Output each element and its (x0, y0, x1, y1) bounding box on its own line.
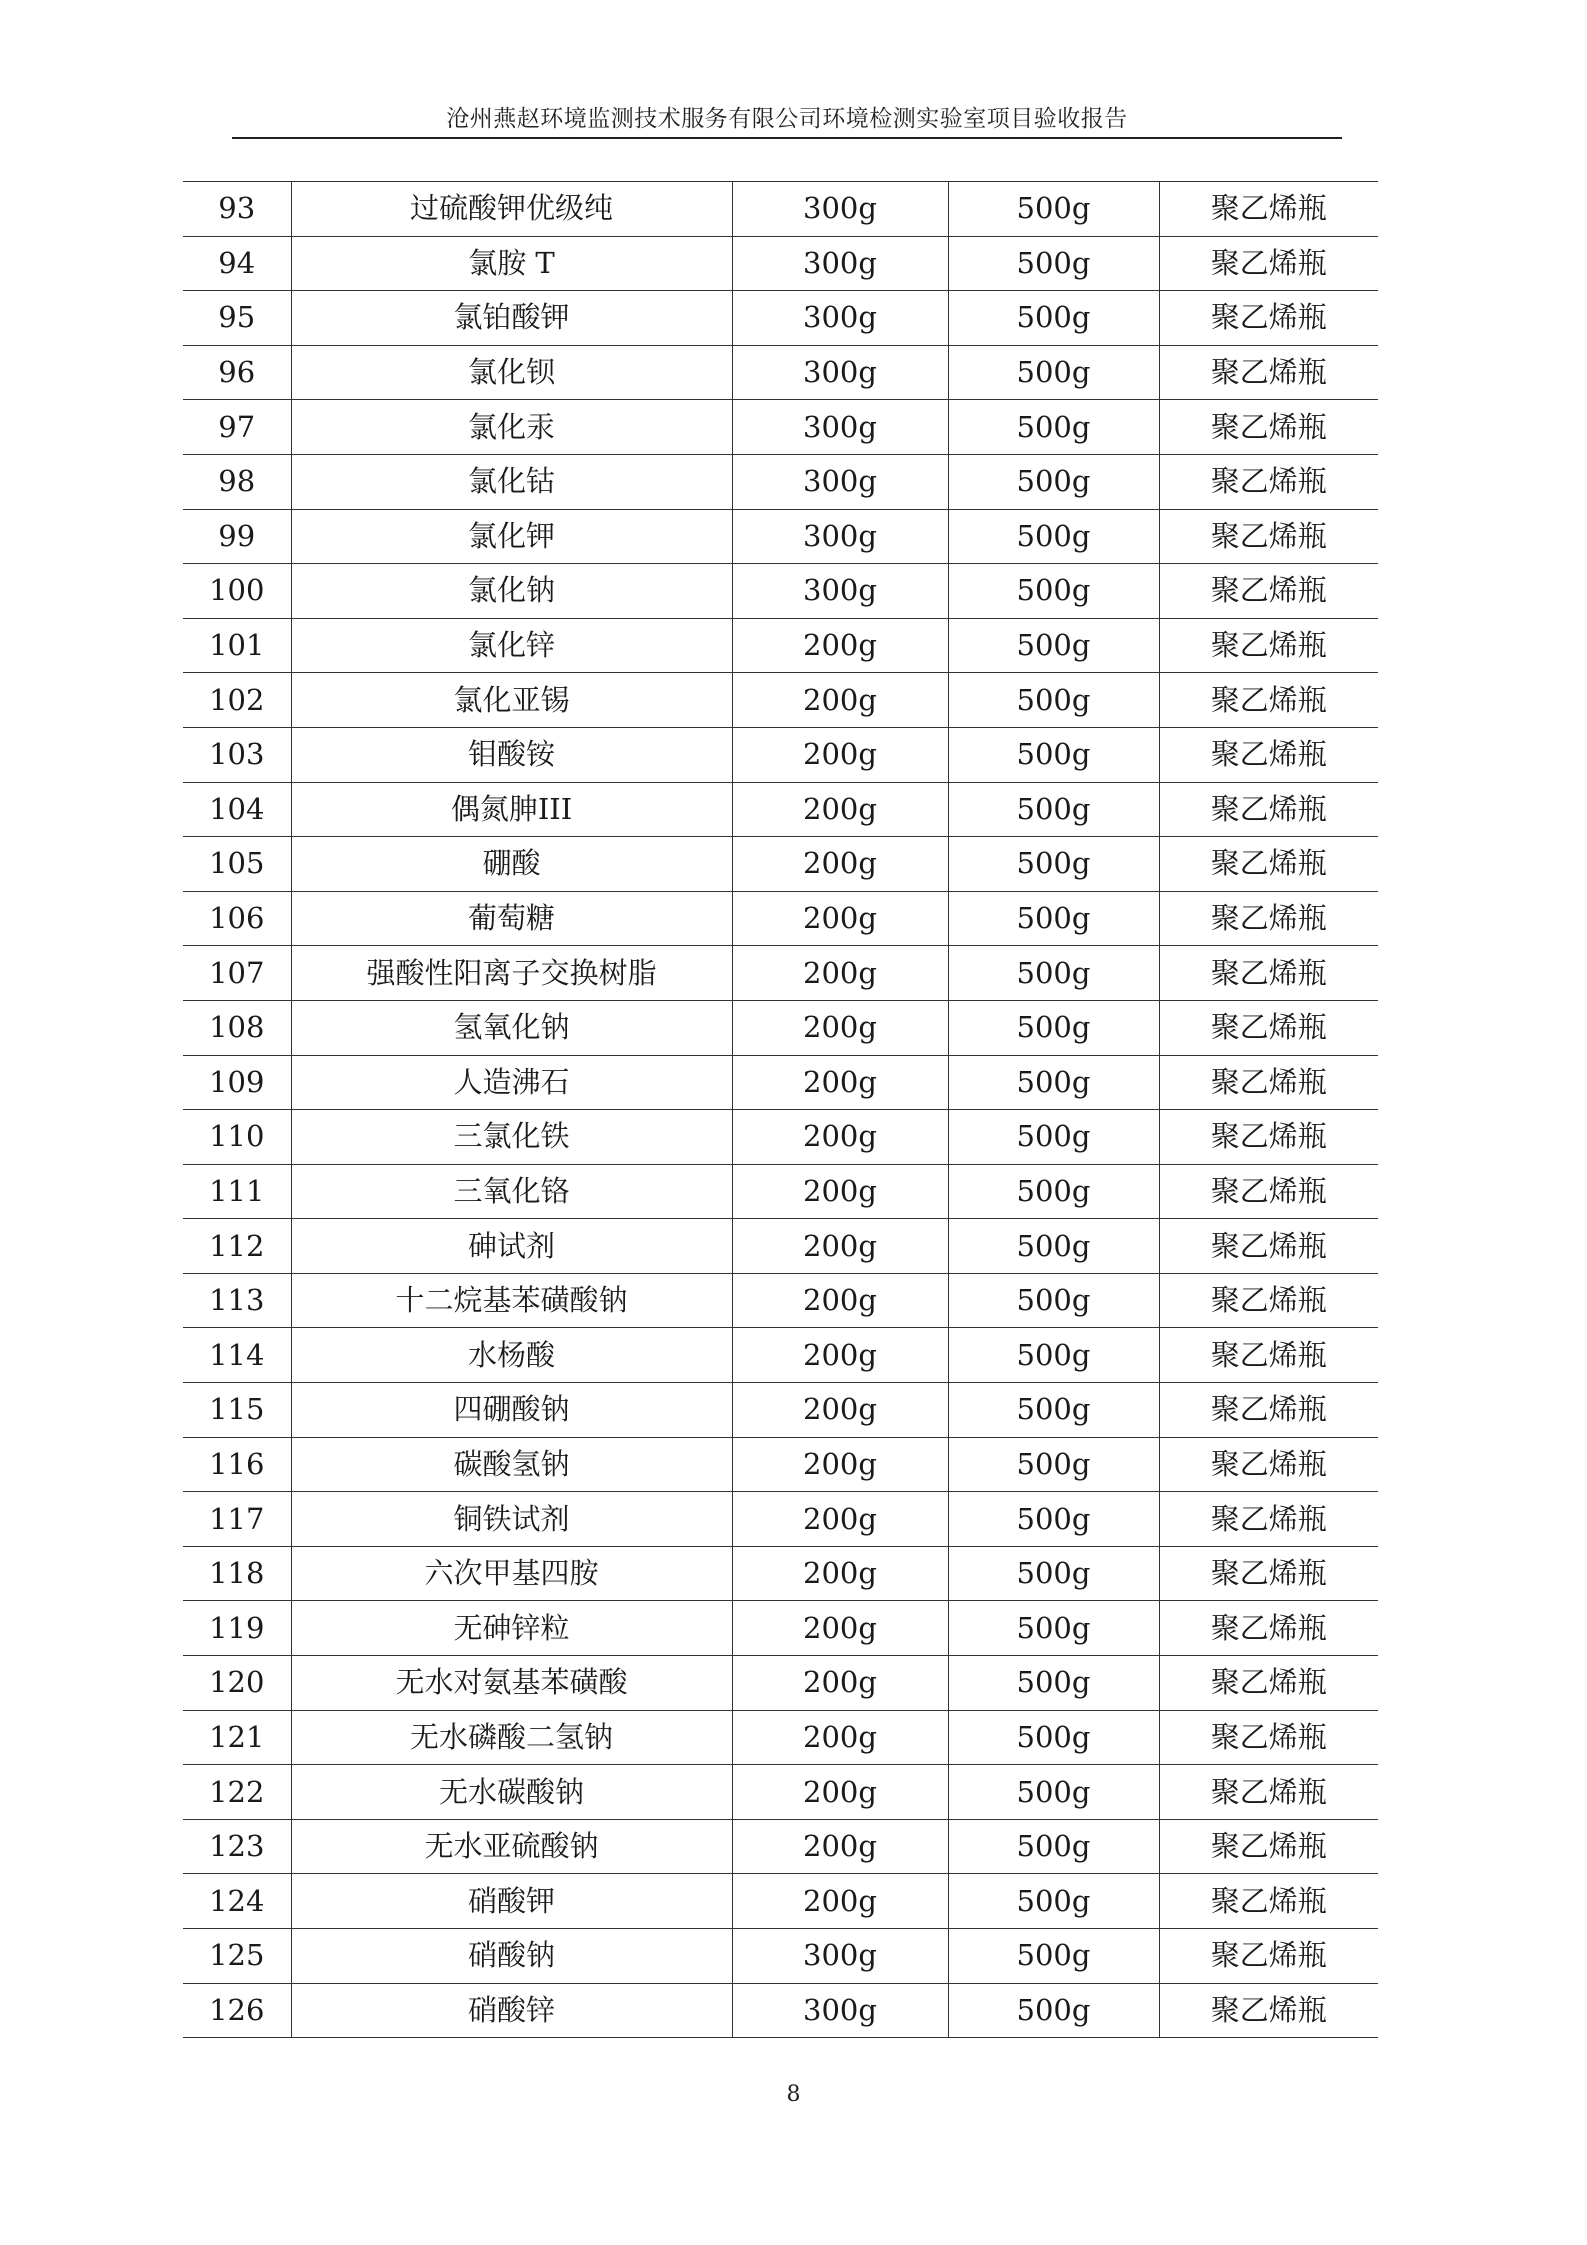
table-row (183, 1328, 1378, 1383)
cell-quantity-b: 500g (948, 1492, 1159, 1547)
cell-quantity-b: 500g (948, 673, 1159, 728)
cell-number: 115 (183, 1383, 291, 1438)
cell-container: 聚乙烯瓶 (1159, 1929, 1378, 1984)
cell-quantity-a: 300g (732, 400, 948, 455)
cell-reagent-name: 硝酸钾 (291, 1874, 732, 1929)
cell-number: 108 (183, 1000, 291, 1055)
cell-container: 聚乙烯瓶 (1159, 1874, 1378, 1929)
table-row (183, 1656, 1378, 1711)
cell-quantity-b: 500g (948, 1546, 1159, 1601)
cell-container: 聚乙烯瓶 (1159, 182, 1378, 237)
cell-quantity-b: 500g (948, 782, 1159, 837)
cell-quantity-a: 300g (732, 291, 948, 346)
cell-quantity-a: 200g (732, 782, 948, 837)
cell-container: 聚乙烯瓶 (1159, 1437, 1378, 1492)
cell-container: 聚乙烯瓶 (1159, 1710, 1378, 1765)
cell-quantity-b: 500g (948, 1219, 1159, 1274)
cell-container: 聚乙烯瓶 (1159, 454, 1378, 509)
cell-number: 122 (183, 1765, 291, 1820)
cell-quantity-a: 200g (732, 618, 948, 673)
cell-number: 98 (183, 454, 291, 509)
reagent-table-body (183, 182, 1378, 2038)
cell-quantity-a: 200g (732, 1110, 948, 1165)
cell-reagent-name: 四硼酸钠 (291, 1383, 732, 1438)
table-row (183, 618, 1378, 673)
cell-container: 聚乙烯瓶 (1159, 618, 1378, 673)
table-row (183, 1819, 1378, 1874)
cell-reagent-name: 三氯化铁 (291, 1110, 732, 1165)
cell-number: 105 (183, 837, 291, 892)
cell-quantity-b: 500g (948, 1929, 1159, 1984)
cell-container: 聚乙烯瓶 (1159, 1328, 1378, 1383)
cell-number: 97 (183, 400, 291, 455)
cell-quantity-a: 300g (732, 182, 948, 237)
cell-number: 95 (183, 291, 291, 346)
cell-quantity-a: 200g (732, 1819, 948, 1874)
table-row (183, 509, 1378, 564)
cell-quantity-b: 500g (948, 182, 1159, 237)
table-row (183, 400, 1378, 455)
table-row (183, 1273, 1378, 1328)
cell-container: 聚乙烯瓶 (1159, 946, 1378, 1001)
cell-quantity-a: 200g (732, 837, 948, 892)
table-row (183, 1601, 1378, 1656)
cell-container: 聚乙烯瓶 (1159, 1983, 1378, 2038)
cell-reagent-name: 无砷锌粒 (291, 1601, 732, 1656)
cell-container: 聚乙烯瓶 (1159, 345, 1378, 400)
table-row (183, 1164, 1378, 1219)
cell-quantity-b: 500g (948, 946, 1159, 1001)
cell-container: 聚乙烯瓶 (1159, 727, 1378, 782)
cell-number: 126 (183, 1983, 291, 2038)
cell-quantity-b: 500g (948, 891, 1159, 946)
cell-reagent-name: 三氧化铬 (291, 1164, 732, 1219)
cell-quantity-b: 500g (948, 1000, 1159, 1055)
cell-quantity-b: 500g (948, 1110, 1159, 1165)
table-row (183, 727, 1378, 782)
cell-container: 聚乙烯瓶 (1159, 291, 1378, 346)
cell-quantity-a: 200g (732, 946, 948, 1001)
cell-quantity-b: 500g (948, 400, 1159, 455)
cell-quantity-b: 500g (948, 1874, 1159, 1929)
table-row (183, 1546, 1378, 1601)
cell-reagent-name: 氯化钡 (291, 345, 732, 400)
cell-container: 聚乙烯瓶 (1159, 1765, 1378, 1820)
cell-reagent-name: 无水磷酸二氢钠 (291, 1710, 732, 1765)
cell-quantity-a: 200g (732, 891, 948, 946)
cell-number: 93 (183, 182, 291, 237)
cell-container: 聚乙烯瓶 (1159, 782, 1378, 837)
cell-quantity-a: 200g (732, 1765, 948, 1820)
cell-quantity-a: 200g (732, 727, 948, 782)
cell-number: 101 (183, 618, 291, 673)
cell-quantity-b: 500g (948, 1601, 1159, 1656)
cell-number: 112 (183, 1219, 291, 1274)
cell-number: 119 (183, 1601, 291, 1656)
cell-quantity-b: 500g (948, 1055, 1159, 1110)
cell-quantity-a: 200g (732, 1000, 948, 1055)
cell-number: 100 (183, 564, 291, 619)
cell-reagent-name: 氯化钾 (291, 509, 732, 564)
cell-reagent-name: 强酸性阳离子交换树脂 (291, 946, 732, 1001)
cell-quantity-b: 500g (948, 1164, 1159, 1219)
cell-quantity-a: 200g (732, 1437, 948, 1492)
cell-container: 聚乙烯瓶 (1159, 236, 1378, 291)
cell-container: 聚乙烯瓶 (1159, 1383, 1378, 1438)
cell-reagent-name: 碳酸氢钠 (291, 1437, 732, 1492)
cell-quantity-b: 500g (948, 1328, 1159, 1383)
cell-reagent-name: 氯化钴 (291, 454, 732, 509)
cell-quantity-a: 200g (732, 1164, 948, 1219)
cell-quantity-b: 500g (948, 1437, 1159, 1492)
cell-quantity-a: 200g (732, 1383, 948, 1438)
table-row (183, 454, 1378, 509)
cell-number: 113 (183, 1273, 291, 1328)
table-row (183, 673, 1378, 728)
cell-quantity-a: 300g (732, 236, 948, 291)
cell-number: 111 (183, 1164, 291, 1219)
cell-reagent-name: 砷试剂 (291, 1219, 732, 1274)
cell-reagent-name: 氯化锌 (291, 618, 732, 673)
cell-reagent-name: 铜铁试剂 (291, 1492, 732, 1547)
cell-number: 104 (183, 782, 291, 837)
cell-number: 114 (183, 1328, 291, 1383)
table-row (183, 564, 1378, 619)
cell-quantity-b: 500g (948, 837, 1159, 892)
table-row (183, 1110, 1378, 1165)
cell-reagent-name: 六次甲基四胺 (291, 1546, 732, 1601)
cell-quantity-a: 300g (732, 1929, 948, 1984)
table-row (183, 946, 1378, 1001)
table-row (183, 837, 1378, 892)
cell-number: 103 (183, 727, 291, 782)
cell-reagent-name: 氯胺 T (291, 236, 732, 291)
cell-quantity-a: 300g (732, 345, 948, 400)
cell-quantity-a: 200g (732, 1601, 948, 1656)
cell-number: 110 (183, 1110, 291, 1165)
table-row (183, 236, 1378, 291)
cell-container: 聚乙烯瓶 (1159, 1110, 1378, 1165)
cell-number: 107 (183, 946, 291, 1001)
cell-reagent-name: 葡萄糖 (291, 891, 732, 946)
table-row (183, 1437, 1378, 1492)
cell-container: 聚乙烯瓶 (1159, 564, 1378, 619)
cell-quantity-b: 500g (948, 291, 1159, 346)
cell-container: 聚乙烯瓶 (1159, 1219, 1378, 1274)
cell-number: 118 (183, 1546, 291, 1601)
cell-reagent-name: 氯铂酸钾 (291, 291, 732, 346)
cell-reagent-name: 硼酸 (291, 837, 732, 892)
cell-reagent-name: 氢氧化钠 (291, 1000, 732, 1055)
cell-quantity-a: 300g (732, 509, 948, 564)
cell-quantity-b: 500g (948, 564, 1159, 619)
cell-number: 109 (183, 1055, 291, 1110)
cell-reagent-name: 钼酸铵 (291, 727, 732, 782)
cell-quantity-a: 200g (732, 1546, 948, 1601)
cell-number: 116 (183, 1437, 291, 1492)
table-row (183, 291, 1378, 346)
cell-quantity-b: 500g (948, 618, 1159, 673)
header-divider (232, 137, 1342, 139)
cell-number: 124 (183, 1874, 291, 1929)
table-row (183, 1000, 1378, 1055)
table-row (183, 782, 1378, 837)
cell-number: 117 (183, 1492, 291, 1547)
reagent-table (183, 181, 1378, 2038)
table-row (183, 1874, 1378, 1929)
cell-container: 聚乙烯瓶 (1159, 509, 1378, 564)
cell-container: 聚乙烯瓶 (1159, 837, 1378, 892)
table-row (183, 1929, 1378, 1984)
cell-quantity-a: 300g (732, 564, 948, 619)
cell-quantity-b: 500g (948, 1273, 1159, 1328)
cell-number: 125 (183, 1929, 291, 1984)
cell-container: 聚乙烯瓶 (1159, 1273, 1378, 1328)
cell-quantity-a: 200g (732, 1656, 948, 1711)
cell-number: 96 (183, 345, 291, 400)
page-number: 8 (786, 2082, 801, 2107)
table-row (183, 1765, 1378, 1820)
table-row (183, 1983, 1378, 2038)
cell-container: 聚乙烯瓶 (1159, 1492, 1378, 1547)
cell-reagent-name: 人造沸石 (291, 1055, 732, 1110)
cell-container: 聚乙烯瓶 (1159, 400, 1378, 455)
cell-container: 聚乙烯瓶 (1159, 1000, 1378, 1055)
cell-reagent-name: 无水对氨基苯磺酸 (291, 1656, 732, 1711)
cell-reagent-name: 十二烷基苯磺酸钠 (291, 1273, 732, 1328)
table-row (183, 1219, 1378, 1274)
cell-number: 102 (183, 673, 291, 728)
cell-number: 106 (183, 891, 291, 946)
cell-reagent-name: 硝酸锌 (291, 1983, 732, 2038)
cell-quantity-b: 500g (948, 345, 1159, 400)
table-row (183, 1055, 1378, 1110)
cell-quantity-a: 200g (732, 1874, 948, 1929)
cell-quantity-a: 200g (732, 1273, 948, 1328)
cell-number: 99 (183, 509, 291, 564)
cell-container: 聚乙烯瓶 (1159, 891, 1378, 946)
cell-container: 聚乙烯瓶 (1159, 1055, 1378, 1110)
cell-reagent-name: 氯化亚锡 (291, 673, 732, 728)
cell-container: 聚乙烯瓶 (1159, 1164, 1378, 1219)
cell-container: 聚乙烯瓶 (1159, 1656, 1378, 1711)
cell-reagent-name: 硝酸钠 (291, 1929, 732, 1984)
cell-reagent-name: 水杨酸 (291, 1328, 732, 1383)
cell-quantity-a: 200g (732, 1219, 948, 1274)
table-row (183, 1383, 1378, 1438)
cell-reagent-name: 偶氮胂III (291, 782, 732, 837)
cell-quantity-b: 500g (948, 1819, 1159, 1874)
cell-quantity-b: 500g (948, 1656, 1159, 1711)
cell-reagent-name: 无水亚硫酸钠 (291, 1819, 732, 1874)
reagent-table-container (183, 181, 1378, 2038)
cell-quantity-a: 200g (732, 1492, 948, 1547)
cell-quantity-b: 500g (948, 1383, 1159, 1438)
cell-quantity-a: 300g (732, 1983, 948, 2038)
table-row (183, 182, 1378, 237)
cell-number: 123 (183, 1819, 291, 1874)
cell-reagent-name: 氯化汞 (291, 400, 732, 455)
cell-quantity-b: 500g (948, 1765, 1159, 1820)
cell-container: 聚乙烯瓶 (1159, 1819, 1378, 1874)
cell-container: 聚乙烯瓶 (1159, 1601, 1378, 1656)
cell-quantity-a: 200g (732, 1055, 948, 1110)
cell-quantity-b: 500g (948, 236, 1159, 291)
cell-reagent-name: 氯化钠 (291, 564, 732, 619)
cell-quantity-a: 200g (732, 1710, 948, 1765)
page-header-title: 沧州燕赵环境监测技术服务有限公司环境检测实验室项目验收报告 (446, 106, 1128, 132)
cell-quantity-b: 500g (948, 1983, 1159, 2038)
cell-number: 94 (183, 236, 291, 291)
table-row (183, 891, 1378, 946)
cell-quantity-a: 200g (732, 673, 948, 728)
cell-quantity-b: 500g (948, 1710, 1159, 1765)
table-row (183, 1710, 1378, 1765)
cell-number: 120 (183, 1656, 291, 1711)
cell-quantity-b: 500g (948, 509, 1159, 564)
table-row (183, 1492, 1378, 1547)
cell-container: 聚乙烯瓶 (1159, 673, 1378, 728)
cell-quantity-a: 300g (732, 454, 948, 509)
cell-reagent-name: 无水碳酸钠 (291, 1765, 732, 1820)
cell-reagent-name: 过硫酸钾优级纯 (291, 182, 732, 237)
cell-quantity-b: 500g (948, 727, 1159, 782)
cell-quantity-a: 200g (732, 1328, 948, 1383)
cell-quantity-b: 500g (948, 454, 1159, 509)
table-row (183, 345, 1378, 400)
cell-container: 聚乙烯瓶 (1159, 1546, 1378, 1601)
cell-number: 121 (183, 1710, 291, 1765)
